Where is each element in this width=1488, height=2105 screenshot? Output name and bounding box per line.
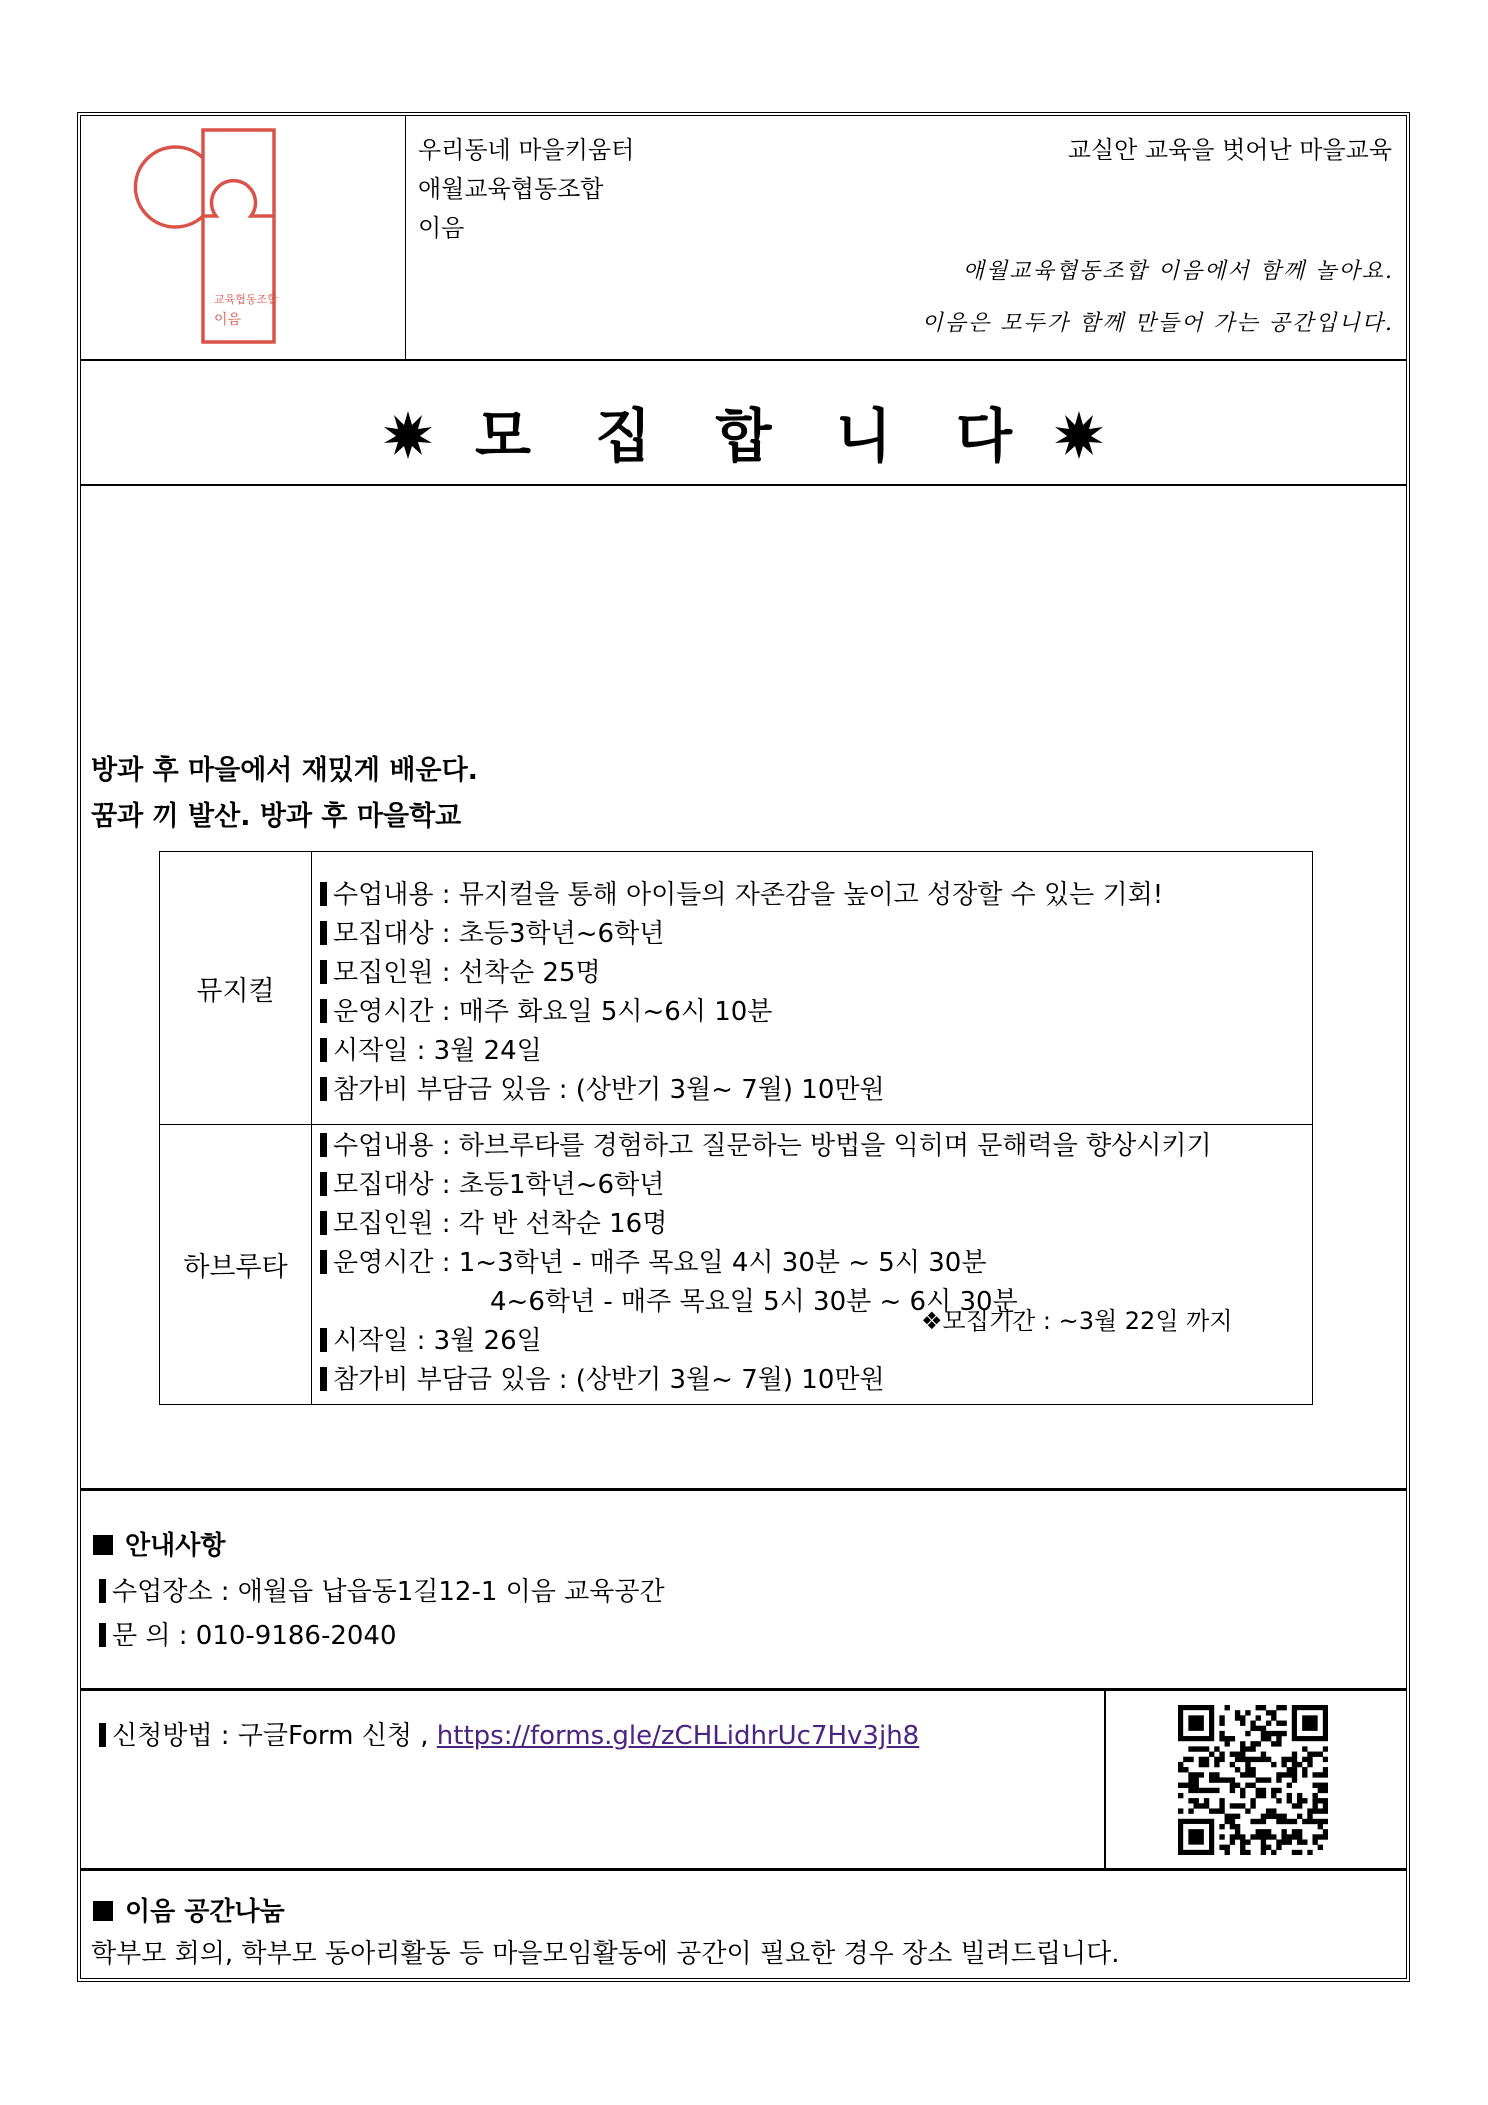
bar-bullet-icon [99,1723,106,1747]
bar-bullet-icon [320,1038,327,1062]
info-heading: 안내사항 [93,1525,225,1562]
bar-bullet-icon [320,1172,327,1196]
share-heading: 이음 공간나눔 [93,1891,285,1928]
page-title [81,389,1406,474]
logo-caption-name: 이음 [214,312,242,328]
info-contact: 문 의 : 010-9186-2040 [99,1615,397,1652]
detail-line: 모집인원 : 각 반 선착순 16명 [320,1205,1304,1244]
script-line-2: 이음은 모두가 함께 만들어 가는 공간입니다. [921,311,1394,336]
detail-line: 운영시간 : 1~3학년 - 매주 목요일 4시 30분 ~ 5시 30분 [320,1244,1304,1283]
info-place: 수업장소 : 애월읍 납읍동1길12-1 이음 교육공간 [99,1571,665,1608]
org-line-2: 애월교육협동조합 [418,175,604,203]
title-char: 니 [835,402,892,470]
detail-line: 시작일 : 3월 24일 [320,1032,1304,1071]
title-char: 집 [595,402,652,470]
bar-bullet-icon [320,999,327,1023]
detail-line: 4~6학년 - 매주 목요일 5시 30분 ~ 6시 30분 [490,1287,1018,1317]
table-row [160,852,1313,1125]
title-char: 모 [475,402,532,470]
bar-bullet-icon [320,1133,327,1157]
info-row [81,1491,1406,1691]
bar-bullet-icon [320,960,327,984]
share-text: 학부모 회의, 학부모 동아리활동 등 마을모임활동에 공간이 필요한 경우 장소 빌려드립니다. [91,1939,1120,1969]
intro-line-1: 방과 후 마을에서 재밌게 배운다. [91,755,478,786]
table-row [160,1125,1313,1405]
square-bullet-icon [93,1535,113,1555]
slogan: 교실안 교육을 벗어난 마을교육 [1067,136,1392,164]
script-line-1: 애월교육협동조합 이음에서 함께 놀아요. [962,259,1394,284]
org-line-1: 우리동네 마을키움터 [418,136,635,164]
share-row [81,1871,1406,1978]
program-detail [312,852,1313,1125]
org-line-3: 이음 [418,214,465,242]
logo-caption-top: 교육협동조합 [214,293,278,306]
program-name: 뮤지컬 [160,852,312,1125]
bar-bullet-icon [320,1077,327,1101]
bar-bullet-icon [320,921,327,945]
detail-line: 시작일 : 3월 26일 [320,1322,1304,1361]
apply-label: 신청방법 : 구글Form 신청 , [112,1721,437,1751]
flyer-frame [77,112,1410,1982]
qr-cell [1104,1691,1406,1868]
bar-bullet-icon [320,1328,327,1352]
detail-line: 모집대상 : 초등1학년~6학년 [320,1166,1304,1205]
bar-bullet-icon [320,882,327,906]
program-name: 하브루타 [160,1125,312,1405]
burst-star-icon [1054,406,1104,474]
recruit-period: ❖모집기간 : ~3월 22일 까지 [921,1307,1233,1335]
body-row [81,486,1406,1491]
form-link[interactable]: https://forms.gle/zCHLidhrUc7Hv3jh8 [436,1721,920,1751]
detail-line: 모집대상 : 초등3학년~6학년 [320,915,1304,954]
header-row [81,116,1406,361]
logo-cell [81,116,406,361]
detail-line: 운영시간 : 매주 화요일 5시~6시 10분 [320,993,1304,1032]
title-row [81,361,1406,486]
detail-line: 참가비 부담금 있음 : (상반기 3월~ 7월) 10만원 [320,1361,1304,1400]
qr-code-icon[interactable] [1178,1705,1328,1855]
detail-line: 수업내용 : 뮤지컬을 통해 아이들의 자존감을 높이고 성장할 수 있는 기회! [320,876,1304,915]
puzzle-logo-icon [81,116,406,361]
intro-line-2: 꿈과 끼 발산. 방과 후 마을학교 [91,801,462,832]
burst-star-icon [383,406,433,474]
apply-row [81,1691,1406,1871]
title-char: 다 [955,402,1012,470]
bar-bullet-icon [99,1623,106,1647]
program-detail [312,1125,1313,1405]
bar-bullet-icon [320,1250,327,1274]
bar-bullet-icon [320,1367,327,1391]
apply-line [99,1715,919,1752]
detail-line: 참가비 부담금 있음 : (상반기 3월~ 7월) 10만원 [320,1071,1304,1110]
title-char: 합 [715,402,772,470]
bar-bullet-icon [99,1579,106,1603]
detail-line: 모집인원 : 선착순 25명 [320,954,1304,993]
detail-line: 수업내용 : 하브루타를 경험하고 질문하는 방법을 익히며 문해력을 향상시키기 [320,1127,1304,1166]
square-bullet-icon [93,1901,113,1921]
bar-bullet-icon [320,1211,327,1235]
